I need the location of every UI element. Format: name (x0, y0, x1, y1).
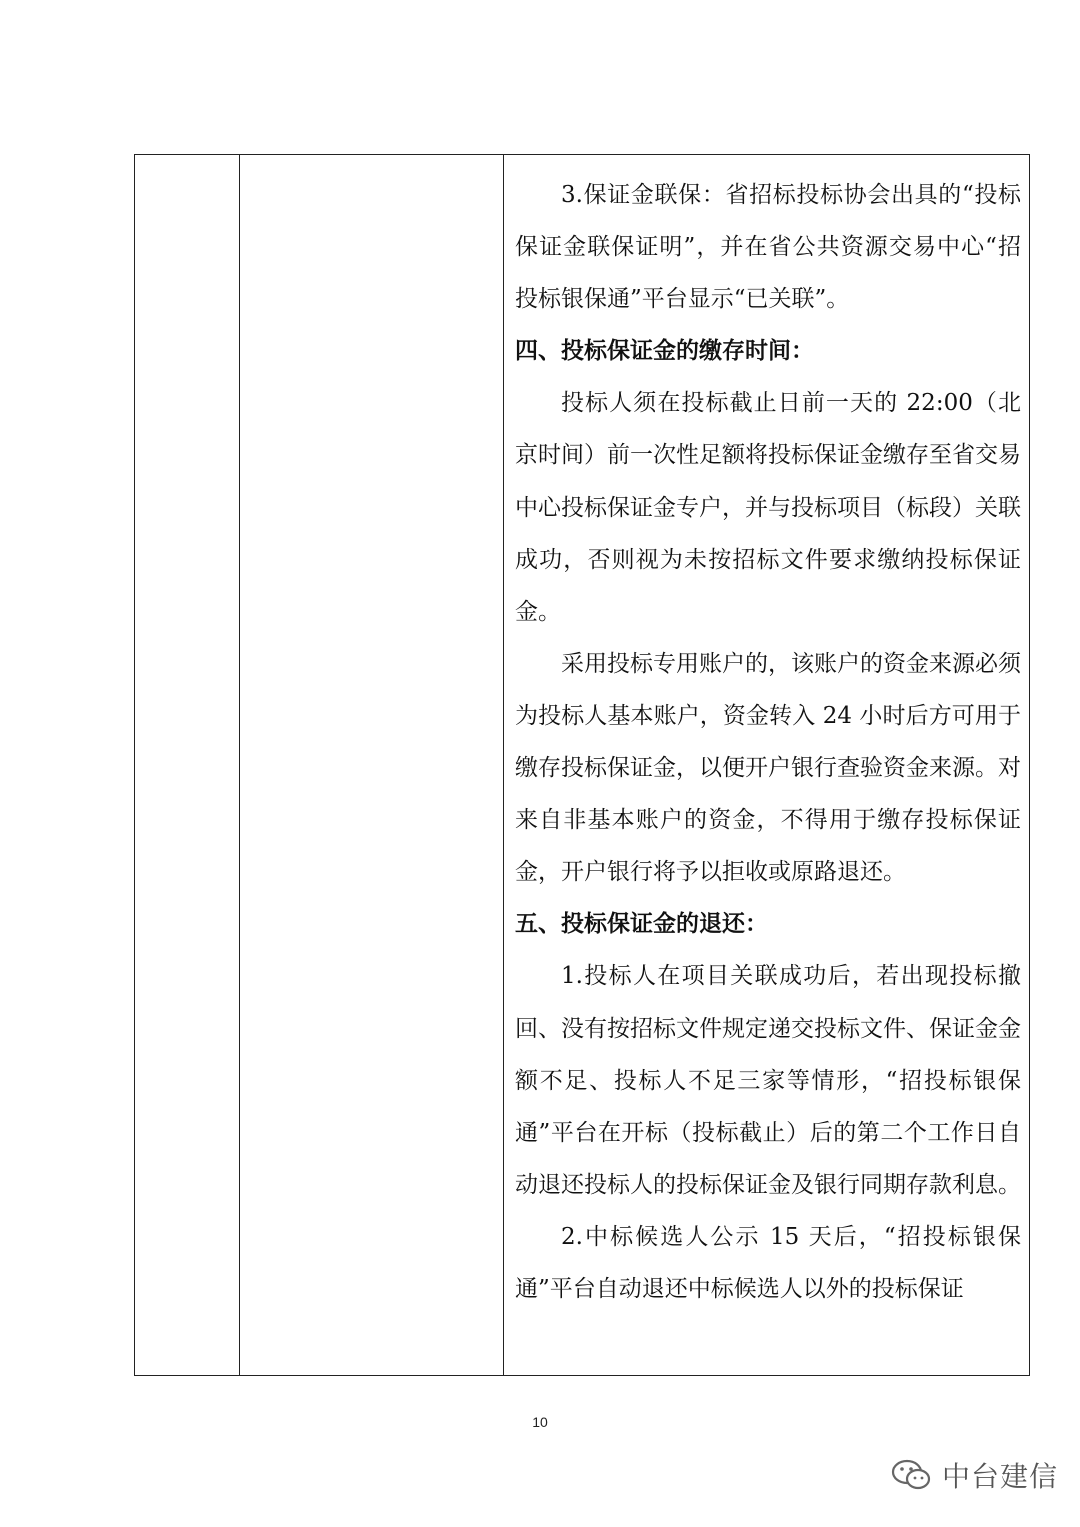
paragraph: 1.投标人在项目关联成功后，若出现投标撤回、没有按招标文件规定递交投标文件、保证金金额不足、投标人不足三家等情形，“招投标银保通”平台在开标（投标截止）后的第二个工作日自动退还投标人的投标保证金及银行同期存款利息。 (515, 963, 1021, 1198)
column-divider (239, 155, 240, 1375)
wechat-icon (890, 1457, 934, 1493)
page-number: 10 (532, 1414, 548, 1430)
watermark-text: 中台建信 (942, 1460, 1059, 1493)
table-cell-content (515, 169, 1021, 1315)
paragraph: 采用投标专用账户的，该账户的资金来源必须为投标人基本账户，资金转入 24 小时后方可用于缴存投标保证金，以便开户银行查验资金来源。对来自非基本账户的资金，不得用于缴存投标保证金，开户银行将予以拒收或原路退还。 (515, 650, 1021, 886)
column-divider (503, 155, 504, 1375)
paragraph: 投标人须在投标截止日前一天的 22:00（北京时间）前一次性足额将投标保证金缴存至省交易中心投标保证金专户，并与投标项目（标段）关联成功，否则视为未按招标文件要求缴纳投标保证金。 (515, 390, 1021, 625)
watermark (890, 1455, 1058, 1495)
paragraph: 3.保证金联保：省招标投标协会出具的“投标保证金联保证明”，并在省公共资源交易中心“招投标银保通”平台显示“已关联”。 (515, 182, 1021, 313)
section-heading: 五、投标保证金的退还： (515, 910, 768, 938)
section-heading: 四、投标保证金的缴存时间： (515, 337, 814, 365)
content-table (134, 154, 1030, 1376)
paragraph: 2.中标候选人公示 15 天后，“招投标银保通”平台自动退还中标候选人以外的投标保证 (515, 1223, 1021, 1302)
